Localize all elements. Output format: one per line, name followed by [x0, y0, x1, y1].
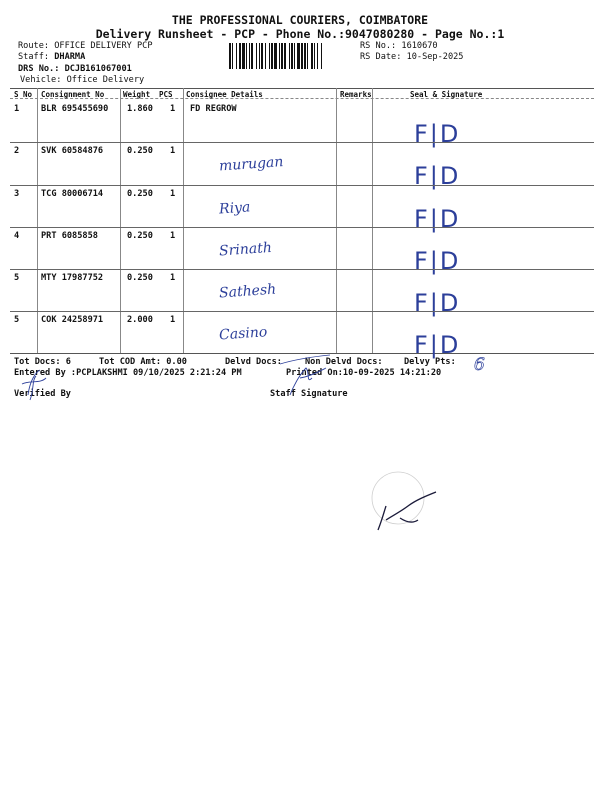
rs-date: RS Date: 10-Sep-2025: [360, 52, 464, 62]
row-pcs: 1: [170, 231, 176, 241]
drs-number: DRS No.: DCJB161067001: [18, 64, 132, 74]
route: Route: OFFICE DELIVERY PCP: [18, 41, 153, 51]
seal-signature-text: F|D: [414, 331, 461, 359]
delivered-docs-stroke: [280, 355, 330, 364]
header-weight: Weight: [123, 90, 151, 99]
row-weight: 0.250: [127, 146, 153, 156]
header-sno: S No: [14, 90, 33, 99]
header-remarks: Remarks: [340, 90, 372, 99]
row-pcs: 1: [170, 146, 176, 156]
row-pcs: 1: [170, 189, 176, 199]
document-subtitle: Delivery Runsheet - PCP - Phone No.:9047080280 - Page No.:1: [95, 27, 505, 41]
header-pcs: PCS: [159, 90, 173, 99]
total-docs: Tot Docs: 6: [14, 357, 71, 367]
staff-signature-label: Staff Signature: [270, 389, 348, 399]
header-consignee: Consignee Details: [186, 90, 263, 99]
row-sno: 5: [14, 273, 20, 283]
header-consignment: Consignment No: [41, 90, 105, 99]
non-delivered-docs: Non Delvd Docs:: [305, 357, 383, 367]
row-weight: 2.000: [127, 315, 153, 325]
row-sno: 5: [14, 315, 20, 325]
handwritten-consignee-text: murugan: [218, 154, 284, 175]
row-weight: 0.250: [127, 189, 153, 199]
row-consignment-no: MTY 17987752: [41, 273, 104, 283]
row-pcs: 1: [170, 315, 176, 325]
staff-label: Staff:: [18, 52, 55, 62]
seal-signature-text: F|D: [414, 205, 461, 233]
handwritten-consignee-text: Sathesh: [218, 281, 277, 302]
row-consignment-no: TCG 80006714: [41, 189, 104, 199]
row-sno: 4: [14, 231, 20, 241]
staff-name: DHARMA: [54, 52, 86, 62]
row-sno: 1: [14, 104, 20, 114]
document-title: THE PROFESSIONAL COURIERS, COIMBATORE: [171, 13, 429, 27]
staff-signature-scrawl: [290, 368, 326, 395]
row-sno: 2: [14, 146, 20, 156]
faint-stamp: [372, 472, 424, 524]
row-consignment-no: SVK 60584876: [41, 146, 104, 156]
row-consignment-no: PRT 6085858: [41, 231, 98, 241]
delivered-docs: Delvd Docs:: [225, 357, 282, 367]
handwritten-consignee-text: Srinath: [218, 239, 273, 260]
handwritten-consignee-text: Riya: [218, 199, 251, 218]
authorization-signature: [378, 492, 436, 530]
verified-by-signature: [22, 370, 46, 400]
verified-by: Verified By: [14, 389, 71, 399]
row-sno: 3: [14, 189, 20, 199]
row-weight: 0.250: [127, 273, 153, 283]
printed-on: Printed On:10-09-2025 14:21:20: [286, 368, 442, 378]
delivery-points-handwritten-text: 6: [474, 355, 485, 375]
header-seal: Seal & Signature: [410, 90, 483, 99]
entered-by: Entered By :PCPLAKSHMI 09/10/2025 2:21:24 PM: [14, 368, 242, 378]
seal-signature-text: F|D: [414, 162, 461, 190]
row-consignment-no: BLR 695455690: [41, 104, 109, 114]
total-cod-amount: Tot COD Amt: 0.00: [99, 357, 187, 367]
rs-number: RS No.: 1610670: [360, 41, 438, 51]
row-weight: 0.250: [127, 231, 153, 241]
row-pcs: 1: [170, 104, 176, 114]
row-weight: 1.860: [127, 104, 153, 114]
vehicle: Vehicle: Office Delivery: [20, 75, 145, 85]
seal-signature-text: F|D: [414, 120, 461, 148]
delivery-points: Delvy Pts:: [404, 357, 456, 367]
seal-signature-text: F|D: [414, 289, 461, 317]
handwritten-consignee-text: Casino: [218, 324, 268, 344]
row-consignee: FD REGROW: [190, 104, 237, 114]
row-consignment-no: COK 24258971: [41, 315, 104, 325]
row-pcs: 1: [170, 273, 176, 283]
seal-signature-text: F|D: [414, 247, 461, 275]
